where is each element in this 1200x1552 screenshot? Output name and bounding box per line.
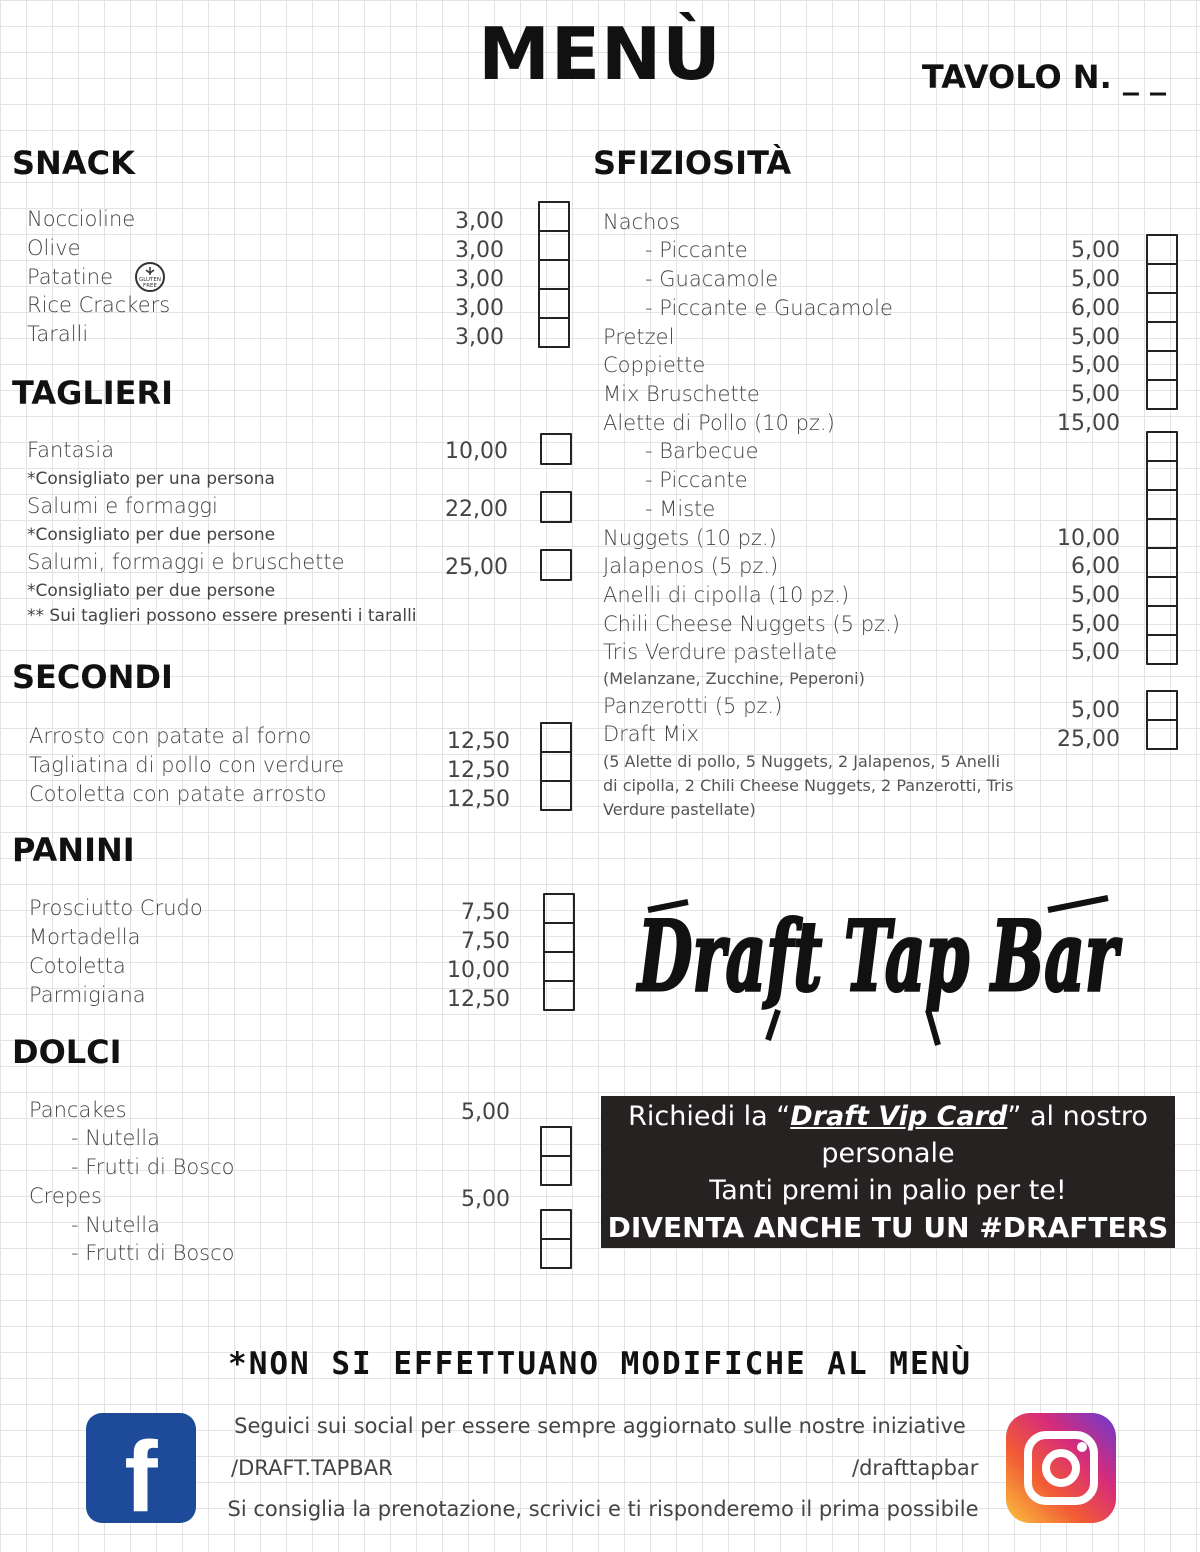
menu-item-price: 3,00 <box>455 238 504 263</box>
promo-line-2: personale <box>821 1138 955 1169</box>
menu-item-option: - Guacamole <box>645 267 779 291</box>
promo-line-1: Richiedi la “Draft Vip Card” al nostro <box>628 1101 1148 1132</box>
taglieri-footnote: ** Sui taglieri possono essere presenti i taralli <box>27 606 417 626</box>
menu-item-name: Tagliatina di pollo con verdure <box>29 753 345 777</box>
order-checkboxes[interactable] <box>538 201 570 348</box>
order-checkbox[interactable] <box>540 491 572 523</box>
menu-item-name: Tris Verdure pastellate <box>603 640 838 664</box>
logo-text: Draft Tap Bar <box>636 900 1123 1013</box>
menu-item-price: 12,50 <box>447 787 510 812</box>
menu-item-name: Rice Crackers <box>27 293 171 317</box>
vip-card-link: Draft Vip Card <box>790 1101 1008 1132</box>
section-title-panini: PANINI <box>12 831 135 869</box>
order-checkboxes[interactable] <box>1146 690 1178 750</box>
menu-item-price: 12,50 <box>447 729 510 754</box>
menu-item-price: 5,00 <box>1071 640 1120 665</box>
menu-item-name: Patatine <box>27 265 113 289</box>
menu-item-price: 3,00 <box>455 325 504 350</box>
menu-item-name: Mortadella <box>29 925 141 949</box>
menu-item-option: - Miste <box>645 497 716 521</box>
menu-item-price: 5,00 <box>461 1100 510 1125</box>
menu-item-price: 5,00 <box>1071 238 1120 263</box>
menu-item-price: 6,00 <box>1071 554 1120 579</box>
order-checkbox[interactable] <box>540 549 572 581</box>
menu-item-name: Fantasia <box>27 438 115 462</box>
menu-item-name: Parmigiana <box>29 983 146 1007</box>
menu-item-name: Arrosto con patate al forno <box>29 724 312 748</box>
table-number-label: TAVOLO N. _ _ <box>921 58 1166 96</box>
order-checkboxes[interactable] <box>1146 234 1178 410</box>
section-title-taglieri: TAGLIERI <box>12 374 174 412</box>
instagram-handle[interactable]: /drafttapbar <box>852 1456 979 1480</box>
menu-item-name: Draft Mix <box>603 722 699 746</box>
menu-item-note: *Consigliato per due persone <box>27 525 276 545</box>
menu-item-name: Prosciutto Crudo <box>29 896 203 920</box>
menu-item-name: Coppiette <box>603 353 706 377</box>
menu-item-price: 7,50 <box>461 900 510 925</box>
menu-item-name: Nuggets (10 pz.) <box>603 526 777 550</box>
section-title-snack: SNACK <box>12 144 135 182</box>
menu-item-name: Alette di Pollo (10 pz.) <box>603 411 835 435</box>
menu-item-note: Verdure pastellate) <box>603 800 756 819</box>
vip-card-promo <box>601 1096 1175 1248</box>
menu-item-option: - Piccante <box>645 468 748 492</box>
order-checkbox[interactable] <box>540 433 572 465</box>
menu-item-note: *Consigliato per due persone <box>27 581 276 601</box>
menu-item-price: 5,00 <box>1071 325 1120 350</box>
facebook-glyph: f <box>124 1421 158 1533</box>
menu-item-option: - Frutti di Bosco <box>71 1241 235 1265</box>
menu-item-price: 12,50 <box>447 758 510 783</box>
menu-item-option: - Nutella <box>71 1213 160 1237</box>
menu-item-name: Nachos <box>603 210 681 234</box>
menu-item-note: (Melanzane, Zucchine, Peperoni) <box>603 669 865 688</box>
menu-item-name: Mix Bruschette <box>603 382 760 406</box>
order-checkboxes[interactable] <box>540 1126 572 1186</box>
menu-item-price: 22,00 <box>445 497 508 522</box>
menu-item-note: (5 Alette di pollo, 5 Nuggets, 2 Jalapenos, 5 Anelli <box>603 752 1001 771</box>
order-checkboxes[interactable] <box>540 722 572 811</box>
menu-item-name: Olive <box>27 236 81 260</box>
menu-item-price: 10,00 <box>447 958 510 983</box>
menu-item-price: 3,00 <box>455 209 504 234</box>
menu-item-price: 12,50 <box>447 987 510 1012</box>
menu-item-note: di cipolla, 2 Chili Cheese Nuggets, 2 Panzerotti, Tris <box>603 776 1014 795</box>
reservation-text: Si consiglia la prenotazione, scrivici e ti risponderemo il prima possibile <box>227 1497 979 1521</box>
menu-item-option: - Barbecue <box>645 439 759 463</box>
menu-item-name: Jalapenos (5 pz.) <box>603 554 779 578</box>
menu-item-option: - Piccante e Guacamole <box>645 296 893 320</box>
menu-item-name: Salumi e formaggi <box>27 494 218 518</box>
menu-item-option: - Frutti di Bosco <box>71 1155 235 1179</box>
facebook-handle[interactable]: /DRAFT.TAPBAR <box>231 1456 393 1480</box>
menu-item-name: Panzerotti (5 pz.) <box>603 694 783 718</box>
section-title-dolci: DOLCI <box>12 1033 122 1071</box>
menu-item-price: 3,00 <box>455 267 504 292</box>
menu-item-name: Noccioline <box>27 207 136 231</box>
menu-item-price: 5,00 <box>1071 382 1120 407</box>
gluten-free-badge-line1: GLUTEN <box>138 277 162 283</box>
menu-item-price: 6,00 <box>1071 296 1120 321</box>
menu-item-name: Chili Cheese Nuggets (5 pz.) <box>603 612 900 636</box>
order-checkboxes[interactable] <box>1146 431 1178 665</box>
no-changes-notice: *NON SI EFFETTUANO MODIFICHE AL MENÙ <box>228 1346 972 1382</box>
menu-item-price: 10,00 <box>1057 526 1120 551</box>
order-checkboxes[interactable] <box>540 1209 572 1269</box>
draft-tap-bar-logo <box>628 880 1128 1050</box>
menu-item-price: 5,00 <box>1071 353 1120 378</box>
section-title-sfiziosita: SFIZIOSITÀ <box>593 144 792 182</box>
menu-item-name: Crepes <box>29 1184 102 1208</box>
menu-item-option: - Nutella <box>71 1126 160 1150</box>
section-title-secondi: SECONDI <box>12 658 173 696</box>
promo-line-4: DIVENTA ANCHE TU UN #DRAFTERS <box>607 1211 1169 1244</box>
menu-item-price: 7,50 <box>461 929 510 954</box>
menu-item-price: 5,00 <box>1071 583 1120 608</box>
menu-item-name: Pretzel <box>603 325 675 349</box>
menu-item-name: Salumi, formaggi e bruschette <box>27 550 345 574</box>
menu-item-price: 10,00 <box>445 439 508 464</box>
menu-item-name: Cotoletta con patate arrosto <box>29 782 327 806</box>
menu-item-price: 5,00 <box>1071 698 1120 723</box>
menu-item-price: 25,00 <box>1057 727 1120 752</box>
menu-item-name: Cotoletta <box>29 954 126 978</box>
menu-item-price: 3,00 <box>455 296 504 321</box>
menu-item-price: 15,00 <box>1057 411 1120 436</box>
page-title: MENÙ <box>478 12 722 96</box>
menu-item-name: Pancakes <box>29 1098 127 1122</box>
menu-item-option: - Piccante <box>645 238 748 262</box>
menu-item-price: 5,00 <box>1071 267 1120 292</box>
promo-line-3: Tanti premi in palio per te! <box>709 1175 1067 1206</box>
menu-item-price: 5,00 <box>1071 612 1120 637</box>
order-checkboxes[interactable] <box>543 893 575 1011</box>
menu-item-price: 25,00 <box>445 555 508 580</box>
menu-item-price: 5,00 <box>461 1187 510 1212</box>
menu-item-note: *Consigliato per una persona <box>27 469 275 489</box>
gluten-free-badge-line2: FREE <box>143 283 157 289</box>
gluten-free-icon <box>134 261 166 293</box>
menu-item-name: Anelli di cipolla (10 pz.) <box>603 583 850 607</box>
menu-item-name: Taralli <box>27 322 89 346</box>
social-follow-text: Seguici sui social per essere sempre aggiornato sulle nostre iniziative <box>234 1414 966 1438</box>
